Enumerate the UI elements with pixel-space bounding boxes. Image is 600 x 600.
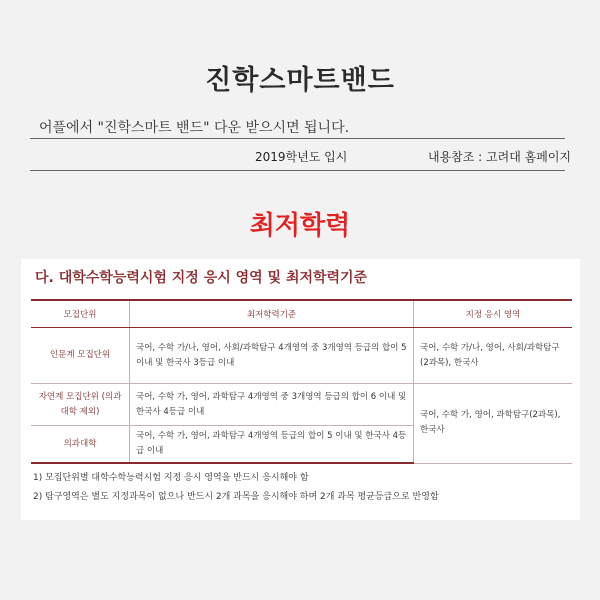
unit-cell: 의과대학 (31, 426, 130, 464)
admission-year: 2019학년도 입시 (255, 150, 348, 164)
criteria-cell: 국어, 수학 가, 영어, 과학탐구 4개영역 등급의 합이 5 이내 및 한국사 4등급 이내 (130, 426, 414, 464)
table-row (31, 384, 572, 426)
requirements-title: 다. 대학수학능력시험 지정 응시 영역 및 최저학력기준 (35, 270, 368, 286)
criteria-cell: 국어, 수학 가/나, 영어, 사회/과학탐구 4개영역 중 3개영역 등급의 합이 5 이내 및 한국사 3등급 이내 (130, 328, 414, 384)
areas-cell: 국어, 수학 가, 영어, 과학탐구(2과목), 한국사 (414, 384, 573, 464)
unit-cell: 자연계 모집단위 (의과대학 제외) (31, 384, 130, 426)
app-notice: 어플에서 "진학스마트 밴드" 다운 받으시면 됩니다. (39, 120, 350, 136)
section-heading: 최저학력 (249, 211, 351, 241)
column-header-criteria: 최저학력기준 (130, 300, 414, 328)
table-row (31, 328, 572, 384)
footnote: 1) 모집단위별 대학수학능력시험 지정 응시 영역을 반드시 응시해야 함 (33, 473, 309, 483)
column-header-unit: 모집단위 (31, 300, 130, 328)
column-header-areas: 지정 응시 영역 (414, 300, 573, 328)
requirements-card (21, 259, 580, 520)
footnote: 2) 탐구영역은 별도 지정과목이 없으나 반드시 2개 과목을 응시해야 하며 2개 과목 평균등급으로 반영함 (33, 492, 439, 502)
page-title: 진학스마트밴드 (205, 65, 395, 96)
unit-cell: 인문계 모집단위 (31, 328, 130, 384)
requirements-table (31, 299, 572, 464)
divider-bottom (30, 170, 565, 171)
criteria-cell: 국어, 수학 가, 영어, 과학탐구 4개영역 중 3개영역 등급의 합이 6 이내 및 한국사 4등급 이내 (130, 384, 414, 426)
divider-top (30, 138, 565, 139)
source-reference: 내용참조 : 고려대 홈페이지 (428, 150, 571, 164)
areas-cell: 국어, 수학 가/나, 영어, 사회/과학탐구(2과목), 한국사 (414, 328, 573, 384)
